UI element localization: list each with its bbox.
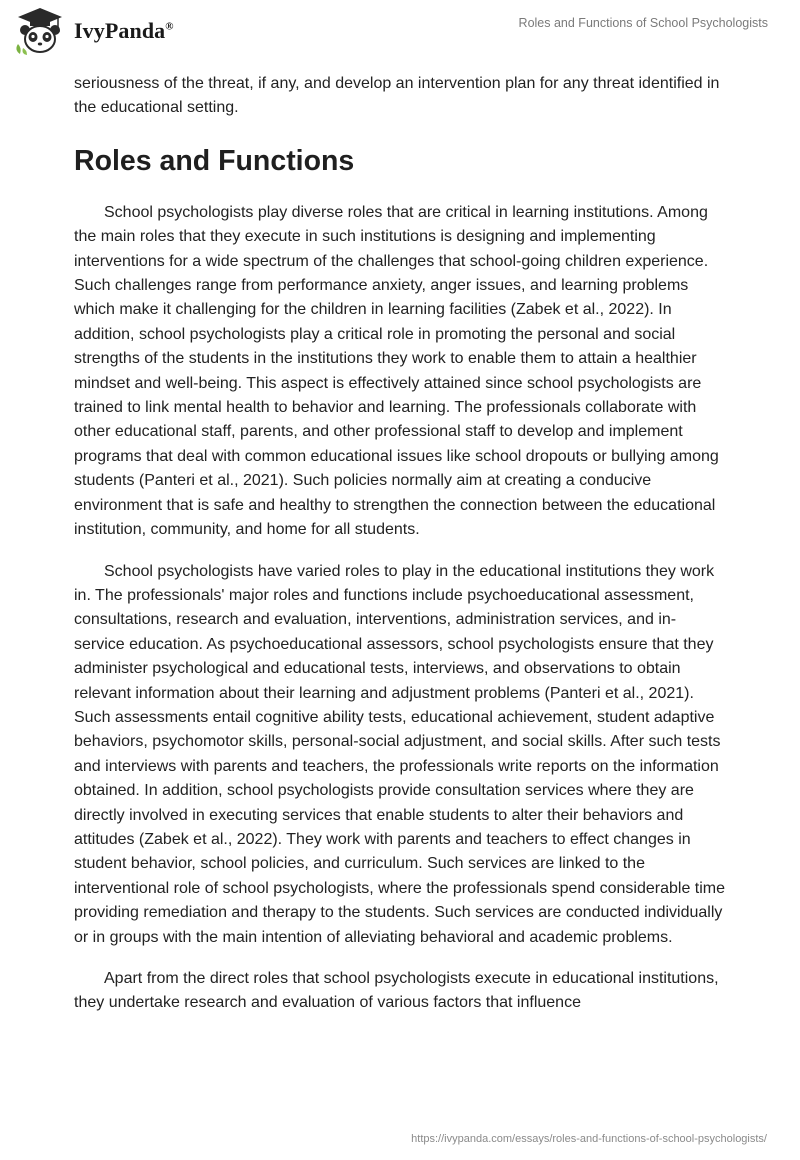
document-title: Roles and Functions of School Psychologists [518,16,768,30]
footer-url[interactable]: https://ivypanda.com/essays/roles-and-functions-of-school-psychologists/ [411,1133,767,1145]
logo[interactable] [12,6,174,56]
registered-mark: ® [165,20,174,33]
section-heading: Roles and Functions [74,144,355,177]
paragraph: School psychologists play diverse roles that are critical in learning institutions. Among the main roles that they execute in such institutions is designing and implementing interventions for a wide spectrum of the challenges that school-going children experience. Such challenges range from performance anxiety, anger issues, and learning problems which make it challenging for the children in learning facilities (Zabek et al., 2022). In addition, school psychologists play a critical role in promoting the personal and social strengths of the students in the institutions they work to enable them to attain a healthier mindset and well-being. This aspect is effectively attained since school psychologists are trained to link mental health to behavior and learning. The professionals collaborate with other educational staff, parents, and other professional staff to develop and implement programs that deal with common educational issues like school dropouts or bullying among students (Panteri et al., 2021). Such policies normally aim at creating a conducive environment that is safe and healthy to strengthen the connection between the educational institution, community, and home for all students. [74,203,719,539]
paragraph: Apart from the direct roles that school psychologists execute in educational institutions, they undertake research and evaluation of various factors that influence [74,970,719,1012]
essay-content [74,72,726,1016]
page-header [0,0,800,62]
panda-logo-icon [12,6,68,56]
paragraph: School psychologists have varied roles to play in the educational institutions they work in. The professionals' major roles and functions include psychoeducational assessment, consultations, research and evaluation, interventions, administration services, and in-service education. As psychoeducational assessors, school psychologists ensure that they administer psychological and educational tests, interviews, and observations to obtain relevant information about their learning and adjustment problems (Panteri et al., 2021). Such assessments entail cognitive ability tests, educational achievement, student adaptive behaviors, psychomotor skills, personal-social adjustment, and social skills. After such tests and interviews with parents and teachers, the professionals write reports on the information obtained. In addition, school psychologists provide consultation services where they are directly involved in executing services that enable students to alter their behaviors and attitudes (Zabek et al., 2022). They work with parents and teachers to effect changes in student behavior, school policies, and curriculum. Such services are linked to the interventional role of school psychologists, where the professionals spend considerable time providing remediation and therapy to the students. Such services are conducted individually or in groups with the main intention of alleviating behavioral and academic problems. [74,562,726,946]
intro-fragment: seriousness of the threat, if any, and develop an intervention plan for any threat identified in the educational setting. [74,75,720,117]
brand-name: IvyPanda® [74,18,174,43]
